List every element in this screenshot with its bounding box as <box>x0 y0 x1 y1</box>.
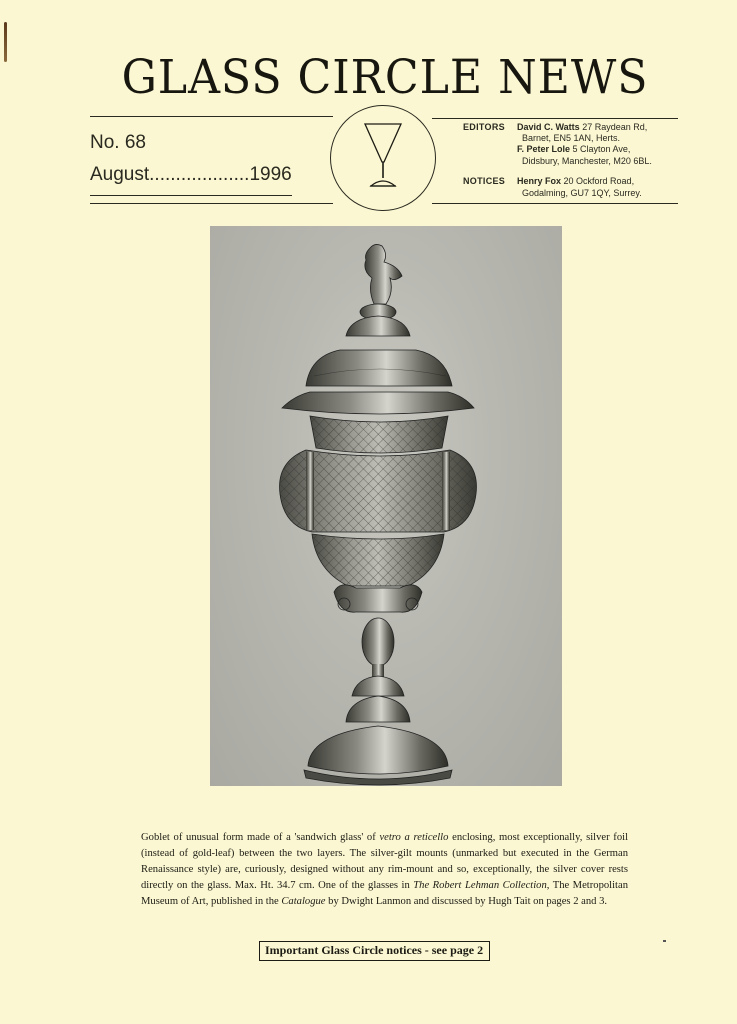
caption-text-1: Goblet of unusual form made of a 'sandwich glass' of <box>141 832 380 843</box>
goblet-illustration <box>210 226 562 786</box>
binding-mark <box>4 22 7 62</box>
goblet-photo <box>210 226 562 786</box>
stray-mark <box>663 940 666 942</box>
rule-top-right <box>432 118 678 119</box>
glass-logo <box>330 105 436 211</box>
contacts-block <box>432 122 682 199</box>
editor1-name: David C. Watts <box>517 122 580 132</box>
editor2-name: F. Peter Lole <box>517 144 571 154</box>
editor2-address-a: 5 Clayton Ave, <box>572 144 631 154</box>
caption-text-3: , The Metropolitan Museum of Art, published in the <box>141 880 628 907</box>
caption-text-2: enclosing, most exceptionally, silver foil (instead of gold-leaf) between the two layers. The silver-gilt mounts (unmarked but executed in the German Renaissance style) are, curiously, designed without any rim-mount and so, exceptionally, the silver cover rests directly on the glass. Max. Ht. 34.7 cm. One of the glasses in <box>141 832 629 891</box>
rule-bottom-right <box>432 203 678 204</box>
masthead-title: GLASS CIRCLE NEWS <box>121 50 649 105</box>
caption-italic-3: Catalogue <box>281 896 326 907</box>
photo-caption <box>141 830 628 910</box>
editor2-address-b: Didsbury, Manchester, M20 6BL. <box>522 156 652 166</box>
rule-top-left <box>90 116 333 117</box>
caption-italic-1: vetro a reticello <box>379 832 449 843</box>
editors-row <box>432 122 682 167</box>
editors-details <box>517 122 682 167</box>
notices-row <box>432 176 682 199</box>
notices-address-b: Godalming, GU7 1QY, Surrey. <box>522 188 642 198</box>
wine-glass-icon <box>331 106 435 210</box>
editor1-address-b: Barnet, EN5 1AN, Herts. <box>522 133 621 143</box>
notices-name: Henry Fox <box>517 176 562 186</box>
notices-box: Important Glass Circle notices - see page 2 <box>259 941 490 961</box>
notices-label: NOTICES <box>463 176 506 186</box>
rule-bottom-left <box>90 203 333 204</box>
rule-mid-left <box>90 195 292 196</box>
issue-date: August...................1996 <box>90 164 292 185</box>
editors-label: EDITORS <box>463 122 505 132</box>
notices-details <box>517 176 682 199</box>
issue-number: No. 68 <box>90 132 146 153</box>
caption-italic-2: The Robert Lehman Collection <box>413 880 547 891</box>
editor1-address-a: 27 Raydean Rd, <box>582 122 648 132</box>
caption-text-4: by Dwight Lanmon and discussed by Hugh Tait on pages 2 and 3. <box>325 896 608 907</box>
notices-address-a: 20 Ockford Road, <box>563 176 635 186</box>
